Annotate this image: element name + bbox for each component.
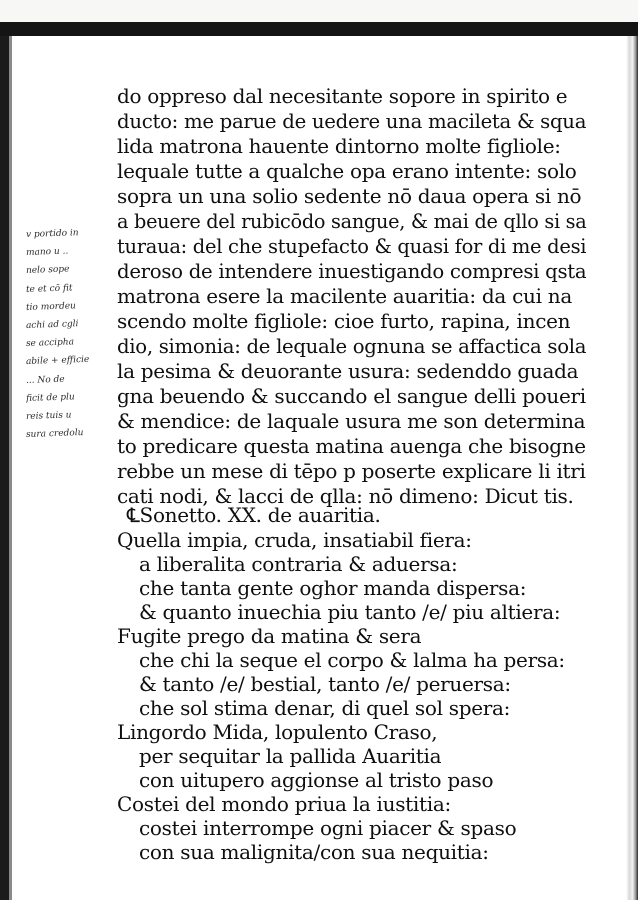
prose-line: dio, simonia: de lequale ognuna se affactica sola (117, 334, 587, 358)
prose-line: ducto: me parue de uedere una macileta & squa (117, 109, 587, 133)
prose-line: do oppreso dal necesitante sopore in spirito e (117, 84, 568, 108)
sonnet-line: Costei del mondo priua la iustitia: (117, 792, 451, 816)
note-line: reis tuis u (25, 410, 72, 423)
note-line: te et cō fit (25, 282, 73, 295)
prose-line: lequale tutte a qualche opa erano intente: solo (117, 159, 577, 183)
prose-line: & mendice: de laquale usura me son determina (117, 409, 586, 433)
note-line: mano u .. (25, 246, 69, 259)
sonnet-line: Fugite prego da matina & sera (117, 624, 422, 648)
prose-line: turaua: del che stupefacto & quasi for di me desi (117, 234, 587, 258)
note-line: abile + efficie (25, 355, 90, 368)
sonnet-line: con uitupero aggionse al tristo paso (139, 768, 494, 792)
prose-line: lida matrona hauente dintorno molte figliole: (117, 134, 561, 158)
note-line: ... No de (25, 374, 65, 386)
prose-line: a beuere del rubicōdo sangue, & mai de qllo si sa (117, 209, 587, 233)
sonnet-line: che sol stima denar, di quel sol spera: (139, 696, 511, 720)
sonnet-line: che tanta gente oghor manda dispersa: (139, 576, 527, 600)
prose-line: rebbe un mese di tēpo p poserte explicare li itri (117, 459, 586, 483)
prose-line: scendo molte figliole: cioe furto, rapina, incen (117, 309, 571, 333)
sonnet-line: a liberalita contraria & aduersa: (139, 552, 458, 576)
prose-line: sopra un una solio sedente nō daua opera si nō (117, 184, 582, 208)
sonnet-line: Quella impia, cruda, insatiabil fiera: (117, 528, 472, 552)
sonnet-line: che chi la seque el corpo & lalma ha persa: (139, 648, 565, 672)
note-line: achi ad cgli (25, 319, 79, 332)
sonnet-line: per sequitar la pallida Auaritia (139, 744, 442, 768)
prose-line: to predicare questa matina auenga che bisogne (117, 434, 586, 458)
note-line: se accipha (25, 337, 75, 350)
sonnet-line: costei interrompe ogni piacer & spaso (139, 816, 517, 840)
prose-line: cati nodi, & lacci de qlla: nō dimeno: Dicut tis. (117, 484, 574, 508)
prose-line: deroso de intendere inuestigando compresi qsta (117, 259, 587, 283)
handwritten-marginal-note (26, 226, 124, 444)
sonnet-line: & tanto /e/ bestial, tanto /e/ peruersa: (139, 672, 511, 696)
note-line: tio mordeu (25, 301, 77, 313)
sonnet-heading: ℄Sonetto. XX. de auaritia. (127, 503, 381, 527)
prose-line: matrona esere la macilente auaritia: da cui na (117, 284, 572, 308)
sonnet-line: Lingordo Mida, lopulento Craso, (117, 720, 438, 744)
prose-line: la pesima & deuorante usura: sedenddo guada (117, 359, 579, 383)
note-line: ficit de plu (25, 392, 75, 404)
note-line: nelo sope (25, 264, 70, 277)
sonnet-line: con sua malignita/con sua nequitia: (139, 840, 489, 864)
sonnet-line: & quanto inuechia piu tanto /e/ piu altiera: (139, 600, 561, 624)
note-line: sura credolu (25, 428, 84, 441)
prose-line: gna beuendo & succando el sangue delli poueri (117, 384, 586, 408)
note-line: v portido in (25, 228, 79, 240)
